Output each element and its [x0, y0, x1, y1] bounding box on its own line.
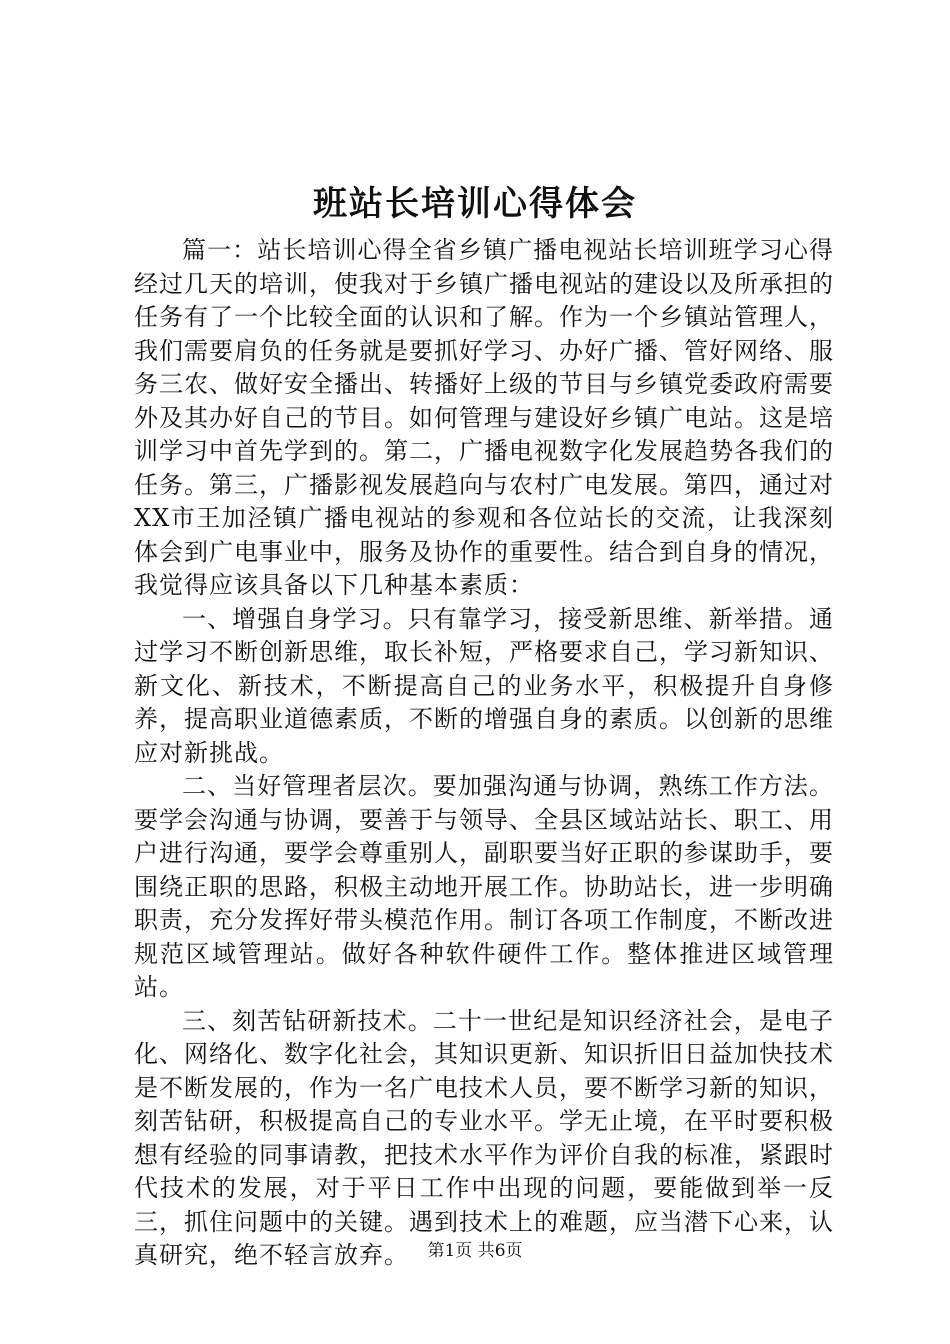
page-number-footer: 第1页 共6页	[427, 1241, 523, 1261]
paragraph-point-2: 二、当好管理者层次。要加强沟通与协调，熟练工作方法。要学会沟通与协调，要善于与领导、全县区域站站长、职工、用户进行沟通，要学会尊重别人，副职要当好正职的参谋助手，要围绕正职的思路，积极主动地开展工作。协助站长，进一步明确职责，充分发挥好带头模范作用。制订各项工作制度，不断改进规范区域管理站。做好各种软件硬件工作。整体推进区域管理站。	[134, 772, 834, 1001]
document-title: 班站长培训心得体会	[313, 184, 637, 224]
paragraph-point-3: 三、刻苦钻研新技术。二十一世纪是知识经济社会，是电子化、网络化、数字化社会，其知识更新、知识折旧日益加快技术是不断发展的，作为一名广电技术人员，要不断学习新的知识，刻苦钻研，积极提高自己的专业水平。学无止境，在平时要积极想有经验的同事请教，把技术水平作为评价自我的标准，紧跟时代技术的发展，对于平日工作中出现的问题，要能做到举一反三，抓住问题中的关键。遇到技术上的难题，应当潜下心来，认真研究，绝不轻言放弃。	[134, 1006, 834, 1269]
paragraph-point-1: 一、增强自身学习。只有靠学习，接受新思维、新举措。通过学习不断创新思维，取长补短，严格要求自己，学习新知识、新文化、新技术，不断提高自己的业务水平，积极提升自身修养，提高职业道德素质，不断的增强自身的素质。以创新的思维应对新挑战。	[134, 604, 834, 767]
paragraph-intro: 篇一：站长培训心得全省乡镇广播电视站长培训班学习心得经过几天的培训，使我对于乡镇广播电视站的建设以及所承担的任务有了一个比较全面的认识和了解。作为一个乡镇站管理人，我们需要肩负的任务就是要抓好学习、办好广播、管好网络、服务三农、做好安全播出、转播好上级的节目与乡镇党委政府需要外及其办好自己的节目。如何管理与建设好乡镇广电站。这是培训学习中首先学到的。第二，广播电视数字化发展趋势各我们的任务。第三，广播影视发展趋向与农村广电发展。第四，通过对XX市王加泾镇广播电视站的参观和各位站长的交流，让我深刻体会到广电事业中，服务及协作的重要性。结合到自身的情况，我觉得应该具备以下几种基本素质：	[134, 236, 834, 599]
document-body	[134, 234, 834, 1273]
